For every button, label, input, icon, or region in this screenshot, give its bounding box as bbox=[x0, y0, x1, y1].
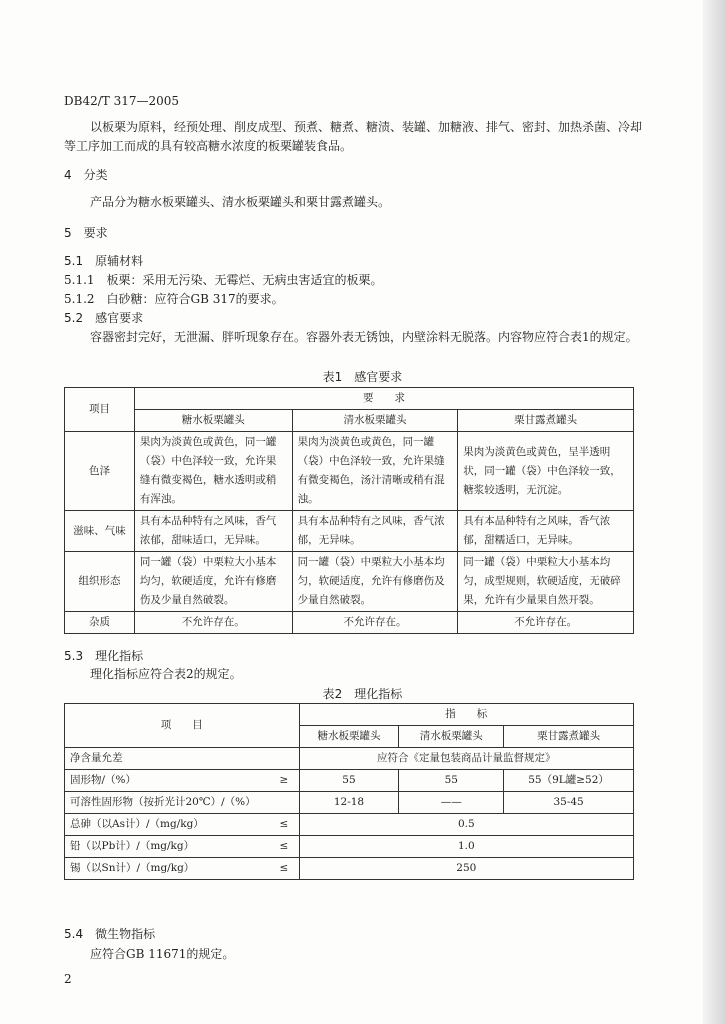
section-5-4-heading: 5.4 微生物指标 bbox=[64, 927, 156, 941]
section-4-text: 产品分为糖水板栗罐头、清水板栗罐头和栗甘露煮罐头。 bbox=[90, 195, 391, 209]
table-cell: —— bbox=[399, 792, 504, 814]
section-4-heading: 4 分类 bbox=[64, 168, 108, 182]
table-row bbox=[65, 432, 634, 511]
table-cell: 果肉为淡黄色或黄色，同一罐（袋）中色泽较一致，允许果缝有微变褐色，糖水透明或稍有浑浊。 bbox=[134, 432, 292, 511]
table-1-caption: 表1 感官要求 bbox=[322, 370, 403, 384]
row-name: 杂质 bbox=[65, 612, 135, 634]
table-cell: 1.0 bbox=[299, 836, 633, 858]
table-2-product-header: 栗甘露煮罐头 bbox=[504, 726, 634, 748]
table-1-product-header: 糖水板栗罐头 bbox=[134, 410, 292, 432]
table-cell: 不允许存在。 bbox=[292, 612, 458, 634]
table-cell: 同一罐（袋）中栗粒大小基本均匀，成型规则，软硬适度，无破碎果，允许有少量果自然开裂。 bbox=[458, 552, 634, 612]
table-cell: 不允许存在。 bbox=[134, 612, 292, 634]
table-1-item-header: 项目 bbox=[65, 388, 135, 432]
sensory-table bbox=[64, 387, 634, 634]
row-name: 总砷（以As计）/（mg/kg） bbox=[65, 814, 270, 836]
table-cell: 0.5 bbox=[299, 814, 633, 836]
table-1-requirement-header: 要 求 bbox=[134, 388, 633, 410]
section-5-1-heading: 5.1 原辅材料 bbox=[64, 254, 144, 268]
table-row bbox=[65, 612, 634, 634]
row-name: 色泽 bbox=[65, 432, 135, 511]
table-2-product-header: 糖水板栗罐头 bbox=[299, 726, 399, 748]
row-name: 净含量允差 bbox=[65, 748, 300, 770]
row-name: 可溶性固形物（按折光计20℃）/（%） bbox=[65, 792, 300, 814]
table-row bbox=[65, 792, 634, 814]
table-cell: 55 bbox=[299, 770, 399, 792]
table-cell: 不允许存在。 bbox=[458, 612, 634, 634]
table-cell: 同一罐（袋）中栗粒大小基本均匀，软硬适度，允许有修磨伤及少量自然破裂。 bbox=[134, 552, 292, 612]
section-5-2-text: 容器密封完好，无泄漏、胖听现象存在。容器外表无锈蚀，内壁涂料无脱落。内容物应符合表1的规定。 bbox=[90, 330, 638, 344]
table-cell: 具有本品种特有之风味，香气浓郁，甜味适口，无异味。 bbox=[134, 511, 292, 552]
table-cell: 具有本品种特有之风味，香气浓郁，甜糯适口，无异味。 bbox=[458, 511, 634, 552]
table-cell: 250 bbox=[299, 858, 633, 880]
table-1-product-header: 栗甘露煮罐头 bbox=[458, 410, 634, 432]
section-5-1-1: 5.1.1 板栗：采用无污染、无霉烂、无病虫害适宜的板栗。 bbox=[64, 273, 383, 287]
intro-paragraph: 以板栗为原料，经预处理、削皮成型、预煮、糖煮、糖渍、装罐、加糖液、排气、密封、加热杀菌、冷却等工序加工而成的具有较高糖水浓度的板栗罐装食品。 bbox=[64, 120, 643, 153]
row-name: 锡（以Sn计）/（mg/kg） bbox=[65, 858, 270, 880]
section-5-1-2: 5.1.2 白砂糖：应符合GB 317的要求。 bbox=[64, 292, 284, 306]
table-row bbox=[65, 858, 634, 880]
table-2-item-header: 项 目 bbox=[65, 704, 300, 748]
row-operator: ≤ bbox=[269, 836, 299, 858]
table-cell: 55 bbox=[399, 770, 504, 792]
section-5-4-text: 应符合GB 11671的规定。 bbox=[90, 947, 235, 961]
row-name: 组织形态 bbox=[65, 552, 135, 612]
table-cell: 55（9L罐≥52） bbox=[504, 770, 634, 792]
physicochemical-table bbox=[64, 703, 634, 880]
section-5-3-heading: 5.3 理化指标 bbox=[64, 649, 144, 663]
row-name: 铅（以Pb计）/（mg/kg） bbox=[65, 836, 270, 858]
table-cell: 应符合《定量包装商品计量监督规定》 bbox=[299, 748, 633, 770]
scan-edge-shadow bbox=[703, 0, 725, 1024]
table-cell: 具有本品种特有之风味，香气浓郁，无异味。 bbox=[292, 511, 458, 552]
table-2-caption: 表2 理化指标 bbox=[322, 687, 403, 701]
table-cell: 果肉为淡黄色或黄色，同一罐（袋）中色泽较一致，允许果缝有微变褐色，汤汁清晰或稍有混浊。 bbox=[292, 432, 458, 511]
table-row bbox=[65, 770, 634, 792]
section-5-3-text: 理化指标应符合表2的规定。 bbox=[90, 667, 242, 681]
section-5-heading: 5 要求 bbox=[64, 226, 108, 240]
table-cell: 35-45 bbox=[504, 792, 634, 814]
table-cell: 12-18 bbox=[299, 792, 399, 814]
table-row bbox=[65, 552, 634, 612]
table-row bbox=[65, 814, 634, 836]
table-2-index-header: 指 标 bbox=[299, 704, 633, 726]
row-operator: ≥ bbox=[269, 770, 299, 792]
row-name: 固形物/（%） bbox=[65, 770, 270, 792]
table-row bbox=[65, 836, 634, 858]
page-number: 2 bbox=[64, 972, 72, 986]
table-row bbox=[65, 748, 634, 770]
table-cell: 同一罐（袋）中栗粒大小基本均匀，软硬适度，允许有修磨伤及少量自然破裂。 bbox=[292, 552, 458, 612]
standard-code: DB42/T 317—2005 bbox=[64, 94, 180, 108]
row-operator: ≤ bbox=[269, 814, 299, 836]
row-name: 滋味、气味 bbox=[65, 511, 135, 552]
table-row bbox=[65, 511, 634, 552]
section-5-2-heading: 5.2 感官要求 bbox=[64, 311, 144, 325]
table-2-product-header: 清水板栗罐头 bbox=[399, 726, 504, 748]
table-cell: 果肉为淡黄色或黄色，呈半透明状，同一罐（袋）中色泽较一致，糖浆较透明，无沉淀。 bbox=[458, 432, 634, 511]
row-operator: ≤ bbox=[269, 858, 299, 880]
table-1-product-header: 清水板栗罐头 bbox=[292, 410, 458, 432]
